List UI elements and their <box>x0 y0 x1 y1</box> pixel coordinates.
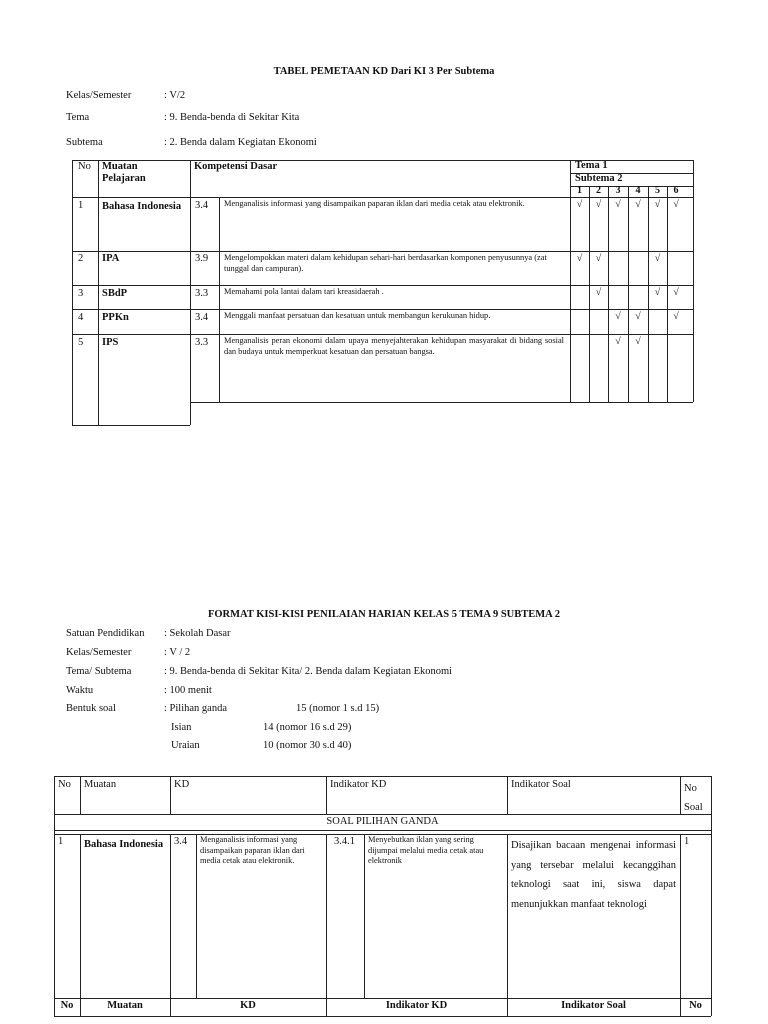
row-indikator-kd-code: 3.4.1 <box>334 836 355 847</box>
section-pilihan-ganda: SOAL PILIHAN GANDA <box>326 816 439 827</box>
row-indikator-kd-text: Menyebutkan iklan yang sering dijumpai melalui media cetak atau elektronik <box>368 835 484 865</box>
header-no: No <box>58 779 71 790</box>
meta-value: : Sekolah Dasar <box>164 628 231 639</box>
header-pb: 2 <box>596 185 601 196</box>
row-no: 3 <box>78 288 84 299</box>
row-kd: 3.4 <box>195 312 209 323</box>
row-no: 4 <box>78 312 84 323</box>
row-kd: 3.4 <box>195 200 209 211</box>
meta-value: : V/2 <box>164 90 186 101</box>
meta-label: Subtema <box>66 137 103 148</box>
header-pb: 1 <box>577 185 582 196</box>
row-muatan: SBdP <box>102 288 128 299</box>
footer-no: No <box>60 1000 74 1011</box>
row-check: √ <box>654 287 661 298</box>
footer-indikator-soal: Indikator Soal <box>561 1000 626 1011</box>
header-pb: 5 <box>655 185 660 196</box>
header-pb: 6 <box>673 185 679 196</box>
row-check: √ <box>673 311 679 322</box>
row-check: √ <box>635 336 641 347</box>
row-check: √ <box>654 253 661 264</box>
bentuk-count: 15 (nomor 1 s.d 15) <box>296 703 380 714</box>
row-no: 1 <box>58 836 64 847</box>
row-kd: 3.4 <box>174 836 188 847</box>
row-check: √ <box>673 199 679 210</box>
row-no-soal: 1 <box>684 836 690 847</box>
row-kd: 3.3 <box>195 288 209 299</box>
header-subtema: Subtema 2 <box>575 173 623 184</box>
row-check: √ <box>595 253 602 264</box>
meta-label: Kelas/Semester <box>66 90 132 101</box>
meta-value: : 100 menit <box>164 685 212 696</box>
meta-label: Tema <box>66 112 90 123</box>
row-kd-text: Menganalisis informasi yang disampaikan paparan iklan dari media cetak atau elektronik. <box>200 835 305 865</box>
footer-no-soal: No <box>689 1000 702 1011</box>
meta-value: : Pilihan ganda <box>164 703 227 714</box>
row-muatan: IPS <box>102 337 119 348</box>
row-muatan: IPA <box>102 253 120 264</box>
row-check: √ <box>615 336 621 347</box>
row-kd-text: Menganalisis informasi yang disampaikan paparan iklan dari media cetak atau elektronik. <box>224 199 525 208</box>
bentuk-type: Isian <box>171 722 192 733</box>
row-kd-text: Menggali manfaat persatuan dan kesatuan untuk membangun kerukunan hidup. <box>224 311 491 320</box>
row-check: √ <box>635 199 641 210</box>
bentuk-count: 14 (nomor 16 s.d 29) <box>263 722 352 733</box>
row-muatan: PPKn <box>102 312 129 323</box>
header-muatan: Muatan <box>84 779 117 790</box>
meta-value: : 2. Benda dalam Kegiatan Ekonomi <box>164 137 317 148</box>
row-check: √ <box>576 199 583 210</box>
row-check: √ <box>595 287 602 298</box>
footer-muatan: Muatan <box>107 1000 143 1011</box>
meta-value: : 9. Benda-benda di Sekitar Kita/ 2. Benda dalam Kegiatan Ekonomi <box>164 666 453 677</box>
kisi-kisi-title: FORMAT KISI-KISI PENILAIAN HARIAN KELAS 5 TEMA 9 SUBTEMA 2 <box>207 609 561 620</box>
mapping-title: TABEL PEMETAAN KD Dari KI 3 Per Subtema <box>273 66 495 77</box>
row-check: √ <box>615 311 621 322</box>
header-pb: 4 <box>635 185 641 196</box>
row-indikator-soal: Disajikan bacaan mengenai informasi yang tersebar melalui kecanggihan teknologi saat ini, siswa dapat menunjukkan manfaat teknologi <box>511 840 676 910</box>
row-muatan: Bahasa Indonesia <box>102 201 182 212</box>
row-kd-text: Memahami pola lantai dalam tari kreasidaerah . <box>224 287 384 296</box>
row-kd: 3.9 <box>195 253 209 264</box>
row-check: √ <box>635 311 641 322</box>
row-muatan: Bahasa Indonesia <box>84 839 164 850</box>
header-indikator-soal: Indikator Soal <box>511 779 571 790</box>
bentuk-count: 10 (nomor 30 s.d 40) <box>263 740 352 751</box>
meta-value: : 9. Benda-benda di Sekitar Kita <box>164 112 300 123</box>
meta-label: Waktu <box>66 685 94 696</box>
header-tema: Tema 1 <box>575 160 608 171</box>
row-check: √ <box>654 199 661 210</box>
row-kd-text: Mengelompokkan materi dalam kehidupan sehari-hari berdasarkan komponen penyusunnya (zat tunggal dan campuran). <box>224 253 547 273</box>
header-pb: 3 <box>615 185 621 196</box>
row-no: 1 <box>78 200 84 211</box>
row-check: √ <box>673 287 679 298</box>
row-no: 2 <box>78 253 84 264</box>
header-muatan: Muatan Pelajaran <box>102 161 146 184</box>
row-kd: 3.3 <box>195 337 209 348</box>
footer-kd: KD <box>240 1000 256 1011</box>
meta-label: Satuan Pendidikan <box>66 628 145 639</box>
header-kd: Kompetensi Dasar <box>194 161 278 172</box>
row-check: √ <box>576 253 583 264</box>
header-indikator-kd: Indikator KD <box>330 779 387 790</box>
header-no: No <box>78 161 91 172</box>
header-kd: KD <box>174 779 190 790</box>
row-no: 5 <box>78 337 84 348</box>
meta-value: : V / 2 <box>164 647 191 658</box>
row-check: √ <box>595 199 602 210</box>
header-no-soal: No Soal <box>684 783 703 813</box>
meta-label: Kelas/Semester <box>66 647 132 658</box>
row-check: √ <box>615 199 621 210</box>
meta-label: Tema/ Subtema <box>66 666 132 677</box>
row-kd-text: Menganalisis peran ekonomi dalam upaya menyejahterakan kehidupan masyarakat di bidang sosial dan budaya untuk memperkuat kesatuan dan persatuan bangsa. <box>224 336 564 356</box>
meta-label: Bentuk soal <box>66 703 116 714</box>
bentuk-type: Uraian <box>171 740 200 751</box>
footer-indikator-kd: Indikator KD <box>385 1000 448 1011</box>
